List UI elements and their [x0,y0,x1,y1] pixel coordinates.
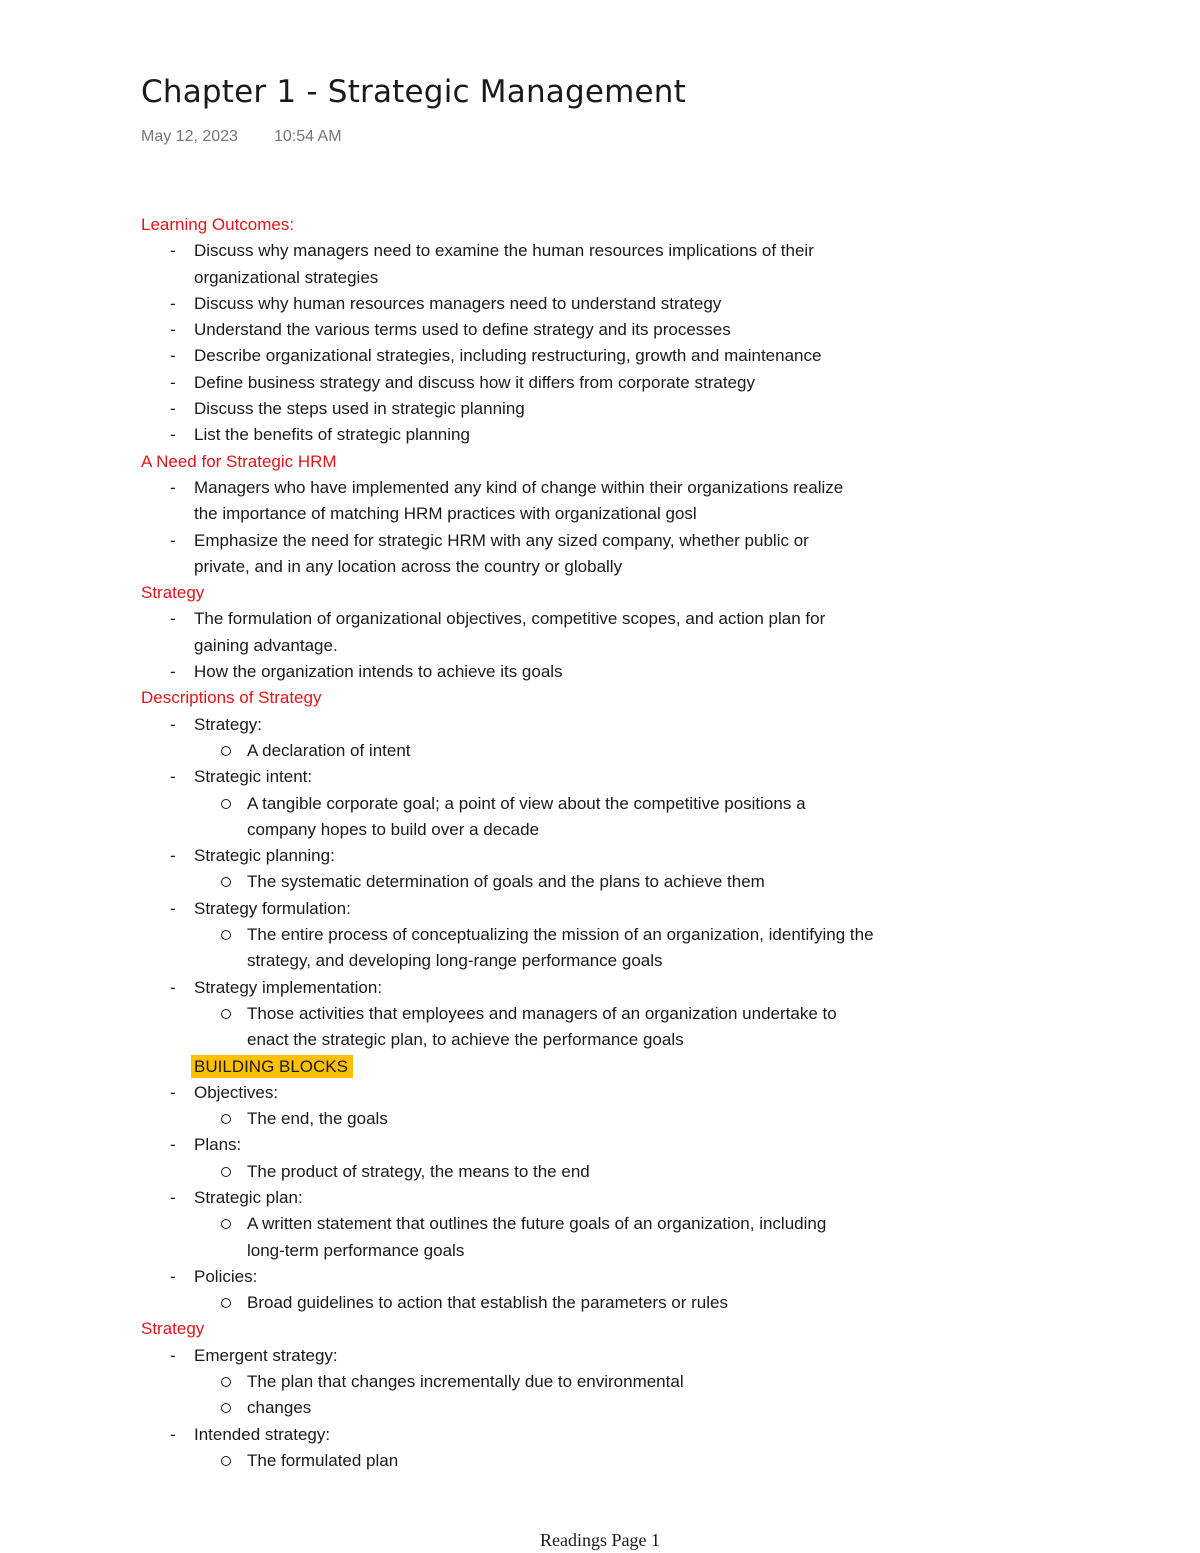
item-text: Managers who have implemented any kind of change within their organizations realize [194,477,844,497]
term-item [141,764,1041,790]
circle-bullet-icon [221,799,231,809]
term-item [141,1080,1041,1106]
sub-list-item [141,738,1041,764]
heading-strategy-types: Strategy [141,1319,205,1339]
building-blocks-row [141,1054,1041,1080]
circle-bullet-icon [221,1009,231,1019]
term-label: Strategy formulation: [194,898,351,918]
item-continuation: private, and in any location across the country or globally [194,556,623,576]
dash-bullet: - [170,714,176,734]
note-timestamp [141,128,342,146]
sub-item-continuation: long-term performance goals [247,1240,465,1260]
term-label: Strategic plan: [194,1187,303,1207]
circle-bullet-icon [221,1114,231,1124]
sub-item-text: The end, the goals [247,1109,388,1129]
item-continuation: gaining advantage. [194,635,338,655]
sub-item-text: changes [247,1398,312,1418]
term-label: Strategy: [194,714,263,734]
dash-bullet: - [170,846,176,866]
term-label: Emergent strategy: [194,1345,338,1365]
item-text: How the organization intends to achieve its goals [194,662,563,682]
item-text: Define business strategy and discuss how it differs from corporate strategy [194,372,755,392]
circle-bullet-icon [221,1377,231,1387]
sub-list-item [141,1211,1041,1237]
hrm-need-item [141,528,1041,554]
sub-list-item [141,1395,1041,1421]
sub-item-text: Broad guidelines to action that establish the parameters or rules [247,1293,728,1313]
note-time: 10:54 AM [273,128,342,145]
dash-bullet: - [170,609,176,629]
strategy-item [141,659,1041,685]
strategy-item [141,606,1041,632]
dash-bullet: - [170,1135,176,1155]
circle-bullet-icon [221,1403,231,1413]
sub-list-item [141,1369,1041,1395]
page-title: Chapter 1 - Strategic Management [141,74,687,110]
sub-item-text: The plan that changes incrementally due to environmental [247,1372,684,1392]
heading-strategy: Strategy [141,583,205,603]
outcome-item [141,291,1041,317]
sub-item-text: A tangible corporate goal; a point of view about the competitive positions a [247,793,806,813]
note-date: May 12, 2023 [141,128,238,145]
sub-item-text: The product of strategy, the means to the end [247,1161,590,1181]
sub-item-text: The formulated plan [247,1450,399,1470]
outcome-item [141,238,1041,264]
term-label: Plans: [194,1135,242,1155]
hrm-need-item [141,475,1041,501]
term-label: Objectives: [194,1082,279,1102]
term-item [141,1422,1041,1448]
heading-descriptions-of-strategy: Descriptions of Strategy [141,688,322,708]
sub-item-text: The systematic determination of goals and the plans to achieve them [247,872,765,892]
item-text: Understand the various terms used to define strategy and its processes [194,320,731,340]
term-label: Strategy implementation: [194,977,383,997]
term-item [141,1343,1041,1369]
dash-bullet: - [170,1187,176,1207]
sub-item-continuation: strategy, and developing long-range performance goals [247,951,663,971]
sub-item-text: A declaration of intent [247,740,411,760]
term-item [141,896,1041,922]
outcome-item [141,370,1041,396]
item-text: Describe organizational strategies, including restructuring, growth and maintenance [194,346,822,366]
page-footer: Readings Page 1 [540,1530,660,1550]
dash-bullet: - [170,241,176,261]
sub-list-item [141,1159,1041,1185]
outcome-item [141,343,1041,369]
circle-bullet-icon [221,930,231,940]
item-continuation: organizational strategies [194,267,379,287]
sub-item-continuation: enact the strategic plan, to achieve the performance goals [247,1030,684,1050]
term-label: Strategic intent: [194,767,313,787]
dash-bullet: - [170,372,176,392]
dash-bullet: - [170,1266,176,1286]
sub-list-item [141,1448,1041,1474]
heading-need-for-strategic-hrm: A Need for Strategic HRM [141,451,337,471]
outcome-item [141,396,1041,422]
term-label: Intended strategy: [194,1424,331,1444]
item-text: Discuss why human resources managers need to understand strategy [194,293,722,313]
term-item [141,1132,1041,1158]
sub-item-text: The entire process of conceptualizing the mission of an organization, identifying the [247,925,874,945]
outcome-item [141,422,1041,448]
dash-bullet: - [170,346,176,366]
circle-bullet-icon [221,746,231,756]
dash-bullet: - [170,293,176,313]
dash-bullet: - [170,767,176,787]
dash-bullet: - [170,320,176,340]
heading-learning-outcomes: Learning Outcomes: [141,215,295,234]
circle-bullet-icon [221,1167,231,1177]
building-blocks-highlight: BUILDING BLOCKS [191,1055,353,1078]
sub-list-item [141,869,1041,895]
sub-list-item [141,922,1041,948]
sub-list-item [141,791,1041,817]
circle-bullet-icon [221,1456,231,1466]
item-continuation: the importance of matching HRM practices with organizational gosl [194,504,697,524]
sub-list-item [141,1106,1041,1132]
circle-bullet-icon [221,1298,231,1308]
dash-bullet: - [170,1082,176,1102]
sub-item-continuation: company hopes to build over a decade [247,819,540,839]
dash-bullet: - [170,662,176,682]
dash-bullet: - [170,1424,176,1444]
dash-bullet: - [170,1345,176,1365]
dash-bullet: - [170,530,176,550]
term-item [141,843,1041,869]
term-label: Strategic planning: [194,846,335,866]
dash-bullet: - [170,425,176,445]
sub-item-text: Those activities that employees and managers of an organization undertake to [247,1003,837,1023]
dash-bullet: - [170,898,176,918]
term-item [141,975,1041,1001]
sub-item-text: A written statement that outlines the future goals of an organization, including [247,1214,827,1234]
item-text: Discuss the steps used in strategic planning [194,399,525,419]
term-item [141,1185,1041,1211]
item-text: The formulation of organizational objectives, competitive scopes, and action plan for [194,609,826,629]
term-label: Policies: [194,1266,258,1286]
term-item [141,712,1041,738]
item-text: Emphasize the need for strategic HRM with any sized company, whether public or [194,530,809,550]
sub-list-item [141,1001,1041,1027]
circle-bullet-icon [221,877,231,887]
dash-bullet: - [170,477,176,497]
item-text: Discuss why managers need to examine the human resources implications of their [194,241,814,261]
sub-list-item [141,1290,1041,1316]
term-item [141,1264,1041,1290]
dash-bullet: - [170,399,176,419]
item-text: List the benefits of strategic planning [194,425,470,445]
outcome-item [141,317,1041,343]
dash-bullet: - [170,977,176,997]
circle-bullet-icon [221,1219,231,1229]
note-body [141,212,1041,1474]
